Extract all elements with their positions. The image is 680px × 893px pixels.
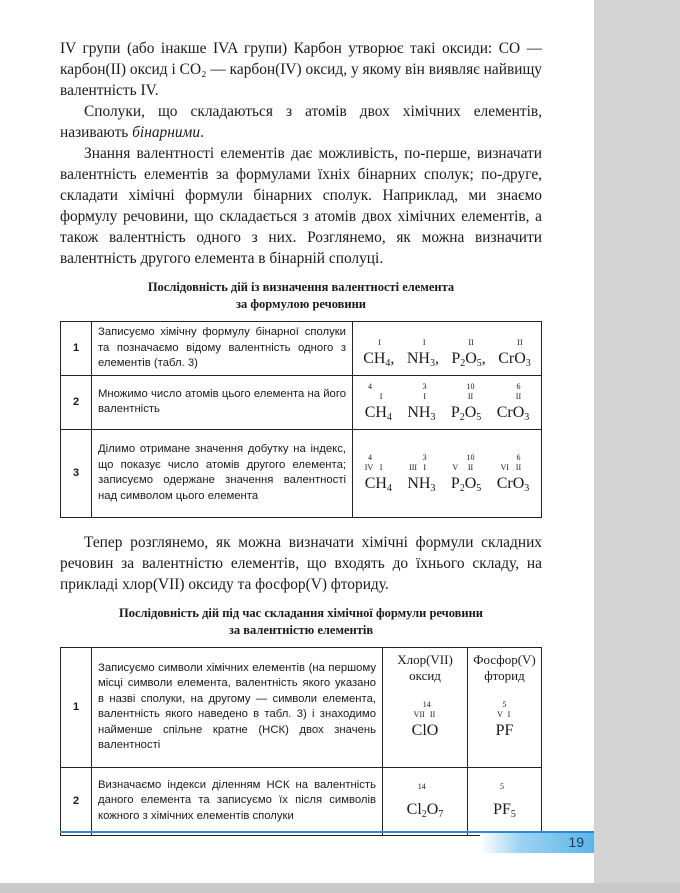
table2-row-number: 2 xyxy=(61,767,92,835)
formula-pf-compose: 5 V P I F xyxy=(495,699,514,739)
table1-row-number: 2 xyxy=(61,375,92,429)
formula-nh3: N 3 I $H_3$ xyxy=(407,382,436,423)
table1-row-text: Множимо число атомів цього елемента на його валентність xyxy=(92,375,353,429)
formula-ch4: C I $H_4$, xyxy=(363,338,395,370)
formula-cro3: Cr 6 II $O_3$ xyxy=(496,382,530,423)
page-content xyxy=(60,38,542,836)
formula-cl2o7: 14 $Cl_2O_7$ xyxy=(383,767,468,835)
formula-composition-table xyxy=(60,647,542,836)
column-header-phosphorus-fluoride: Фосфор(V) фторид xyxy=(473,651,536,683)
table1-formulas-step2 xyxy=(353,375,542,429)
formula-ch4: 4 IV C I $H_4$ xyxy=(364,453,392,494)
page-number-band xyxy=(480,833,594,853)
table2-caption-line1: Послідовність дій під час складання хімічної формули речовини xyxy=(118,605,483,620)
paragraph-binary-definition xyxy=(60,101,542,143)
table1-formulas-step1 xyxy=(353,322,542,376)
table2-row-1 xyxy=(61,647,542,767)
column-header-chlorine-oxide: Хлор(VII) оксид xyxy=(397,651,453,683)
table1-caption xyxy=(60,279,542,313)
table2-caption xyxy=(60,605,542,639)
valence-steps-table xyxy=(60,321,542,518)
paragraph-binary-period: . xyxy=(200,124,204,141)
bottom-margin-strip xyxy=(0,883,680,893)
formula-clo-compose: 14 VII Cl II O xyxy=(411,699,439,739)
table1-row-text: Записуємо хімічну формулу бінарної сполуки та позначаємо відому валентність одного з елементів (табл. 3) xyxy=(92,322,353,376)
table1-row-number: 1 xyxy=(61,322,92,376)
paragraph-valence-knowledge: Знання валентності елементів дає можливість, по-перше, визначати валентність елементів за формулами їхніх бінарних сполук; по-друге, складати хімічні формули бінарних сполук. Наприклад, ми знаємо формулу речовини, що складається з атомів двох хімічних елементів, а також валентність одного з них. Розглянемо, як можна визначити валентність другого елемента в бінарній сполуці. xyxy=(60,145,542,267)
paragraph-carbon-oxides: IV групи (або інакше IVA групи) Карбон утворює такі оксиди: CO — карбон(II) оксид і CO₂ — карбон(IV) оксид, у якому він виявляє найвищу валентність IV. xyxy=(60,40,542,99)
formula-cro3: VI Cr 6 II $O_3$ xyxy=(496,453,530,494)
paragraph-binary-text: Сполуки, що складаються з атомів двох хімічних елементів, називають xyxy=(60,103,542,141)
table2-row-text: Визначаємо індекси діленням НСК на валентність даного елемента та записуємо їх після символів кожного з хімічних елементів сполуки xyxy=(92,767,383,835)
table2-row-number: 1 xyxy=(61,647,92,767)
formula-p2o5: $P_2$ 10 II $O_5$ xyxy=(450,382,482,423)
formula-nh3: III N 3 I $H_3$ xyxy=(407,453,436,494)
table1-row-1 xyxy=(61,322,542,376)
formula-cro3: Cr II $O_3$ xyxy=(498,338,531,370)
formula-p2o5: $P_2$ II $O_5$, xyxy=(451,338,486,370)
table1-row-2 xyxy=(61,375,542,429)
formula-pf5: 5 $PF_5$ xyxy=(468,767,542,835)
formula-ch4: 4 C I $H_4$ xyxy=(364,382,392,423)
table1-row-text: Ділимо отримане значення добутку на індекс, що показує число атомів другого елемента; записуємо одержане значення валентності над символом цього елемента xyxy=(92,429,353,517)
table2-caption-line2: за валентністю елементів xyxy=(228,622,374,637)
formula-nh3: N I $H_3$, xyxy=(406,338,439,370)
table1-row-number: 3 xyxy=(61,429,92,517)
table1-row-3 xyxy=(61,429,542,517)
formula-p2o5: V $P_2$ 10 II $O_5$ xyxy=(450,453,482,494)
table1-caption-line1: Послідовність дій із визначення валентності елемента xyxy=(147,280,455,294)
page-margin-sidebar xyxy=(594,0,680,893)
term-binary: бінарними xyxy=(132,124,201,141)
paragraph-compose-formulas: Тепер розглянемо, як можна визначати хімічні формули складних речовин за валентністю елементів, що входять до їхнього складу, на прикладі хлор(VII) оксиду та фосфор(V) фториду. xyxy=(60,533,542,593)
table2-phosphorus-fluoride-cell xyxy=(468,647,542,767)
table2-row-2 xyxy=(61,767,542,835)
table1-caption-line2: за формулою речовини xyxy=(236,297,366,311)
table1-formulas-step3 xyxy=(353,429,542,517)
table2-row-text: Записуємо символи хімічних елементів (на першому місці символи елемента, валентність якого указано в назві сполуки, на другому — символи елемента, валентність якого наведено в табл. 3) і знаходимо найменше спільне кратне (НСК) двох значень валентності xyxy=(92,647,383,767)
table2-chlorine-oxide-cell xyxy=(383,647,468,767)
page-number: 19 xyxy=(568,834,584,850)
